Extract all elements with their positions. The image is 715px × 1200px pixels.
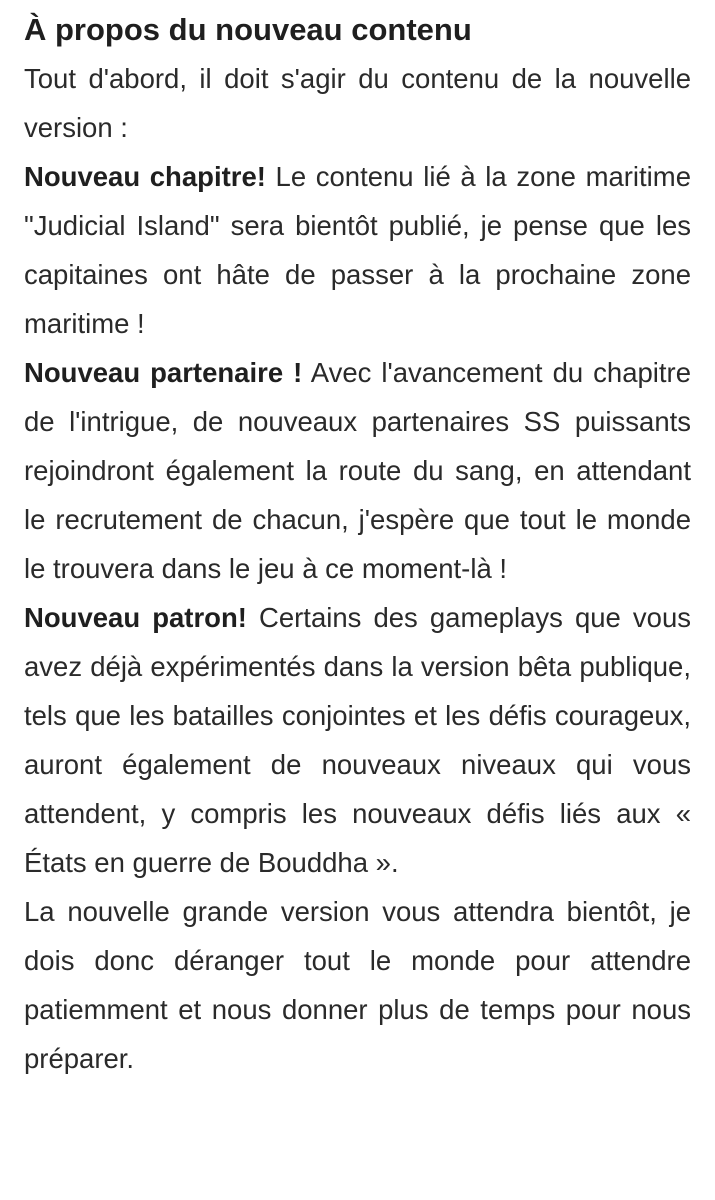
section-text: Avec l'avancement du chapitre de l'intrigue, de nouveaux partenaires SS puissants rejoindront également la route du sang, en attendant le recrutement de chacun, j'espère que tout le monde le trouvera dans le jeu à ce moment-là ! <box>24 357 691 584</box>
closing-paragraph: La nouvelle grande version vous attendra bientôt, je dois donc déranger tout le monde pour attendre patiemment et nous donner plus de temps pour nous préparer. <box>24 896 691 1074</box>
section-lead: Nouveau chapitre! <box>24 161 266 192</box>
section-lead: Nouveau partenaire ! <box>24 357 303 388</box>
intro-paragraph: Tout d'abord, il doit s'agir du contenu de la nouvelle version : <box>24 63 691 143</box>
article-title: À propos du nouveau contenu <box>24 12 472 47</box>
section-lead: Nouveau patron! <box>24 602 247 633</box>
section-text: Le contenu lié à la zone maritime "Judicial Island" sera bientôt publié, je pense que les capitaines ont hâte de passer à la prochaine zone maritime ! <box>24 161 691 339</box>
section-new-boss <box>24 593 691 887</box>
section-new-partner <box>24 348 691 593</box>
section-text: Certains des gameplays que vous avez déjà expérimentés dans la version bêta publique, tels que les batailles conjointes et les défis courageux, auront également de nouveaux niveaux qui vous attendent, y compris les nouveaux défis liés aux « États en guerre de Bouddha ». <box>24 602 691 878</box>
section-new-chapter <box>24 152 691 348</box>
